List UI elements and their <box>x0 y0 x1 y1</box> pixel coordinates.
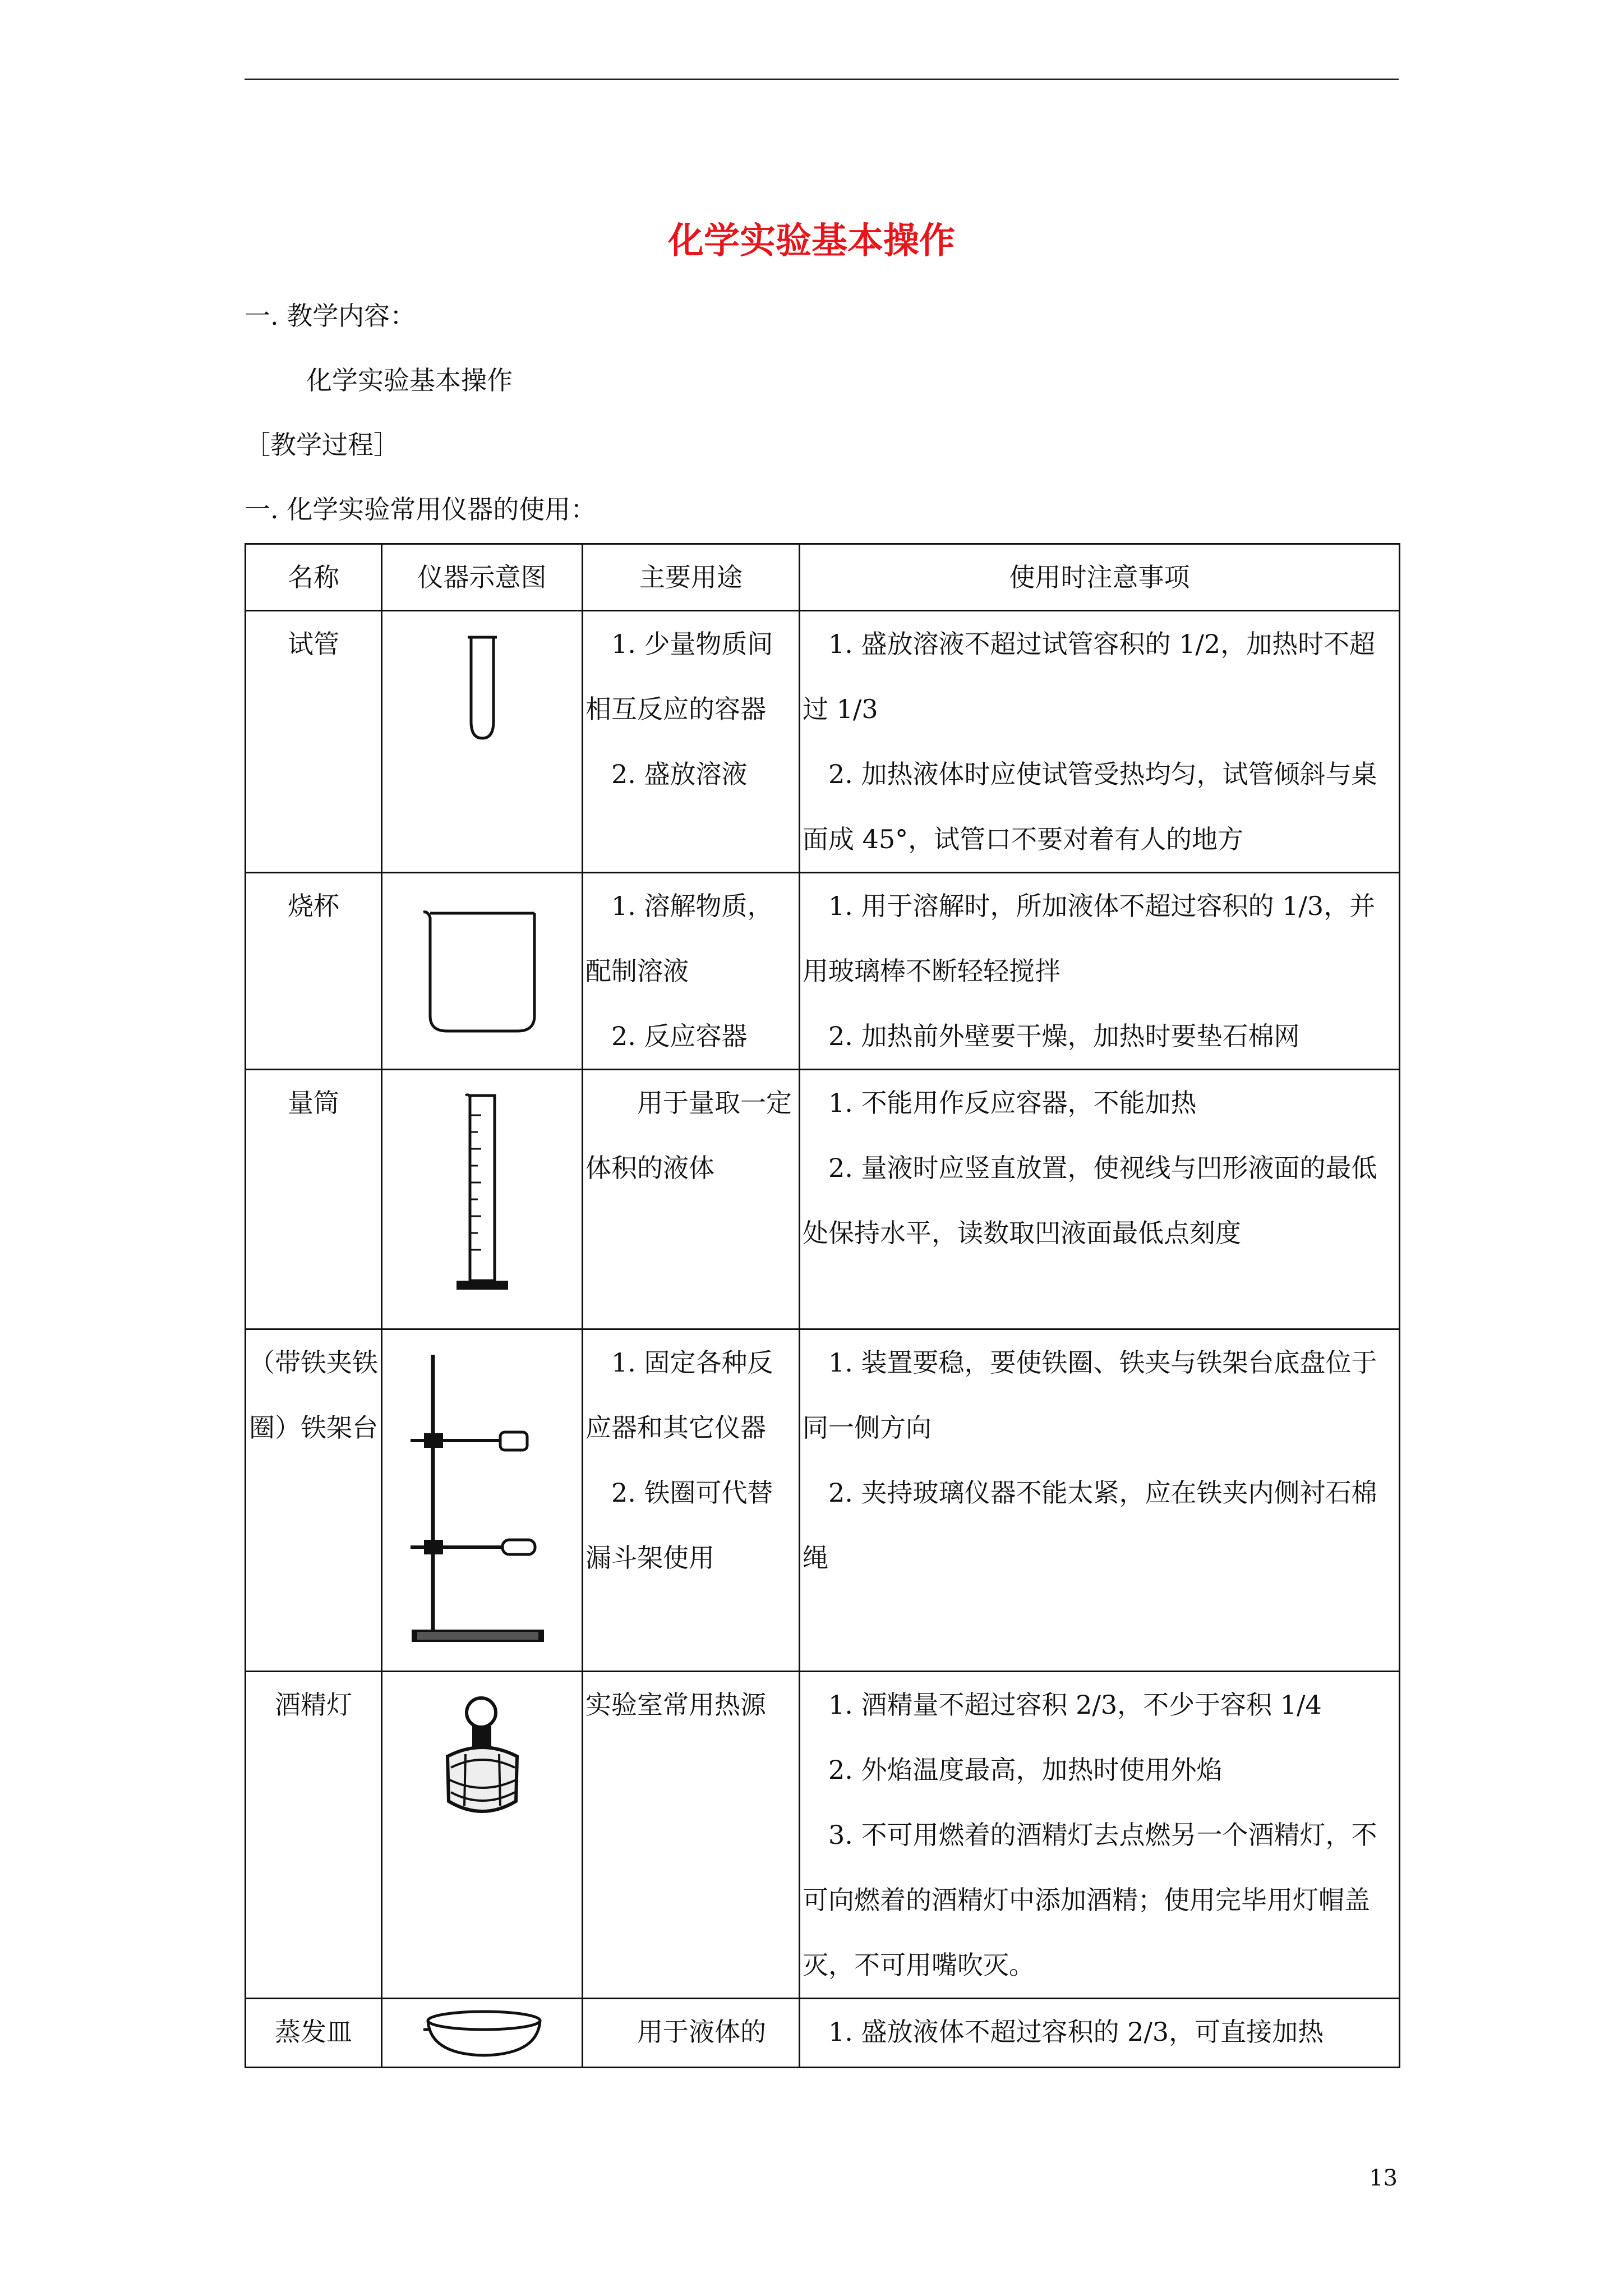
section-1-body: 化学实验基本操作 <box>306 365 513 395</box>
test-tube-icon <box>460 632 505 744</box>
apparatus-use: 1. 少量物质间相互反应的容器 2. 盛放溶液 <box>583 611 800 873</box>
apparatus-name: 蒸发皿 <box>246 1999 382 2068</box>
page-number: 13 <box>1369 2165 1398 2191</box>
process-heading: ［教学过程］ <box>245 430 399 460</box>
apparatus-use: 用于液体的 <box>583 1999 800 2068</box>
header-diagram: 仪器示意图 <box>382 544 583 611</box>
beaker-icon <box>418 901 547 1041</box>
apparatus-notes: 1. 用于溶解时，所加液体不超过容积的 1/3，并用玻璃棒不断轻轻搅拌 2. 加热前外壁要干燥，加热时要垫石棉网 <box>800 873 1400 1070</box>
apparatus-name: （带铁夹铁圈）铁架台 <box>246 1329 382 1672</box>
table-row <box>246 611 1400 873</box>
graduated-cylinder-icon <box>449 1087 516 1312</box>
apparatus-name: 酒精灯 <box>246 1672 382 1999</box>
apparatus-use: 实验室常用热源 <box>583 1672 800 1999</box>
apparatus-diagram <box>382 1999 583 2068</box>
table-row <box>246 1999 1400 2068</box>
apparatus-diagram <box>382 1672 583 1999</box>
apparatus-name: 量筒 <box>246 1070 382 1329</box>
apparatus-use: 1. 溶解物质，配制溶液 2. 反应容器 <box>583 873 800 1070</box>
section-1-heading: 一. 教学内容： <box>245 301 416 331</box>
header-name: 名称 <box>246 544 382 611</box>
apparatus-use: 1. 固定各种反应器和其它仪器 2. 铁圈可代替漏斗架使用 <box>583 1329 800 1672</box>
apparatus-notes: 1. 酒精量不超过容积 2/3，不少于容积 1/4 2. 外焰温度最高，加热时使用外焰 3. 不可用燃着的酒精灯去点燃另一个酒精灯，不可向燃着的酒精灯中添加酒精；使用完毕用灯帽盖灭，不可用嘴吹灭。 <box>800 1672 1400 1999</box>
table-row <box>246 873 1400 1070</box>
page-title: 化学实验基本操作 <box>668 220 955 262</box>
section-2-heading: 一. 化学实验常用仪器的使用： <box>245 494 597 524</box>
apparatus-notes: 1. 盛放溶液不超过试管容积的 1/2，加热时不超过 1/3 2. 加热液体时应使试管受热均匀，试管倾斜与桌面成 45°，试管口不要对着有人的地方 <box>800 611 1400 873</box>
header-rule <box>245 79 1399 80</box>
apparatus-table <box>245 543 1400 2068</box>
apparatus-notes: 1. 不能用作反应容器，不能加热 2. 量液时应竖直放置，使视线与凹形液面的最低处保持水平，读数取凹液面最低点刻度 <box>800 1070 1400 1329</box>
header-use: 主要用途 <box>583 544 800 611</box>
apparatus-use: 用于量取一定体积的液体 <box>583 1070 800 1329</box>
apparatus-diagram <box>382 1070 583 1329</box>
table-header-row <box>246 544 1400 611</box>
apparatus-name: 试管 <box>246 611 382 873</box>
alcohol-lamp-icon <box>432 1689 533 1835</box>
apparatus-name: 烧杯 <box>246 873 382 1070</box>
apparatus-notes: 1. 装置要稳，要使铁圈、铁夹与铁架台底盘位于同一侧方向 2. 夹持玻璃仪器不能太紧，应在铁夹内侧衬石棉绳 <box>800 1329 1400 1672</box>
table-row <box>246 1329 1400 1672</box>
iron-stand-icon <box>398 1343 566 1658</box>
apparatus-notes: 1. 盛放液体不超过容积的 2/3，可直接加热 <box>800 1999 1400 2068</box>
table-row <box>246 1672 1400 1999</box>
apparatus-diagram <box>382 1329 583 1672</box>
apparatus-diagram <box>382 611 583 873</box>
evaporating-dish-icon <box>418 2005 547 2061</box>
table-row <box>246 1070 1400 1329</box>
header-notes: 使用时注意事项 <box>800 544 1400 611</box>
apparatus-diagram <box>382 873 583 1070</box>
